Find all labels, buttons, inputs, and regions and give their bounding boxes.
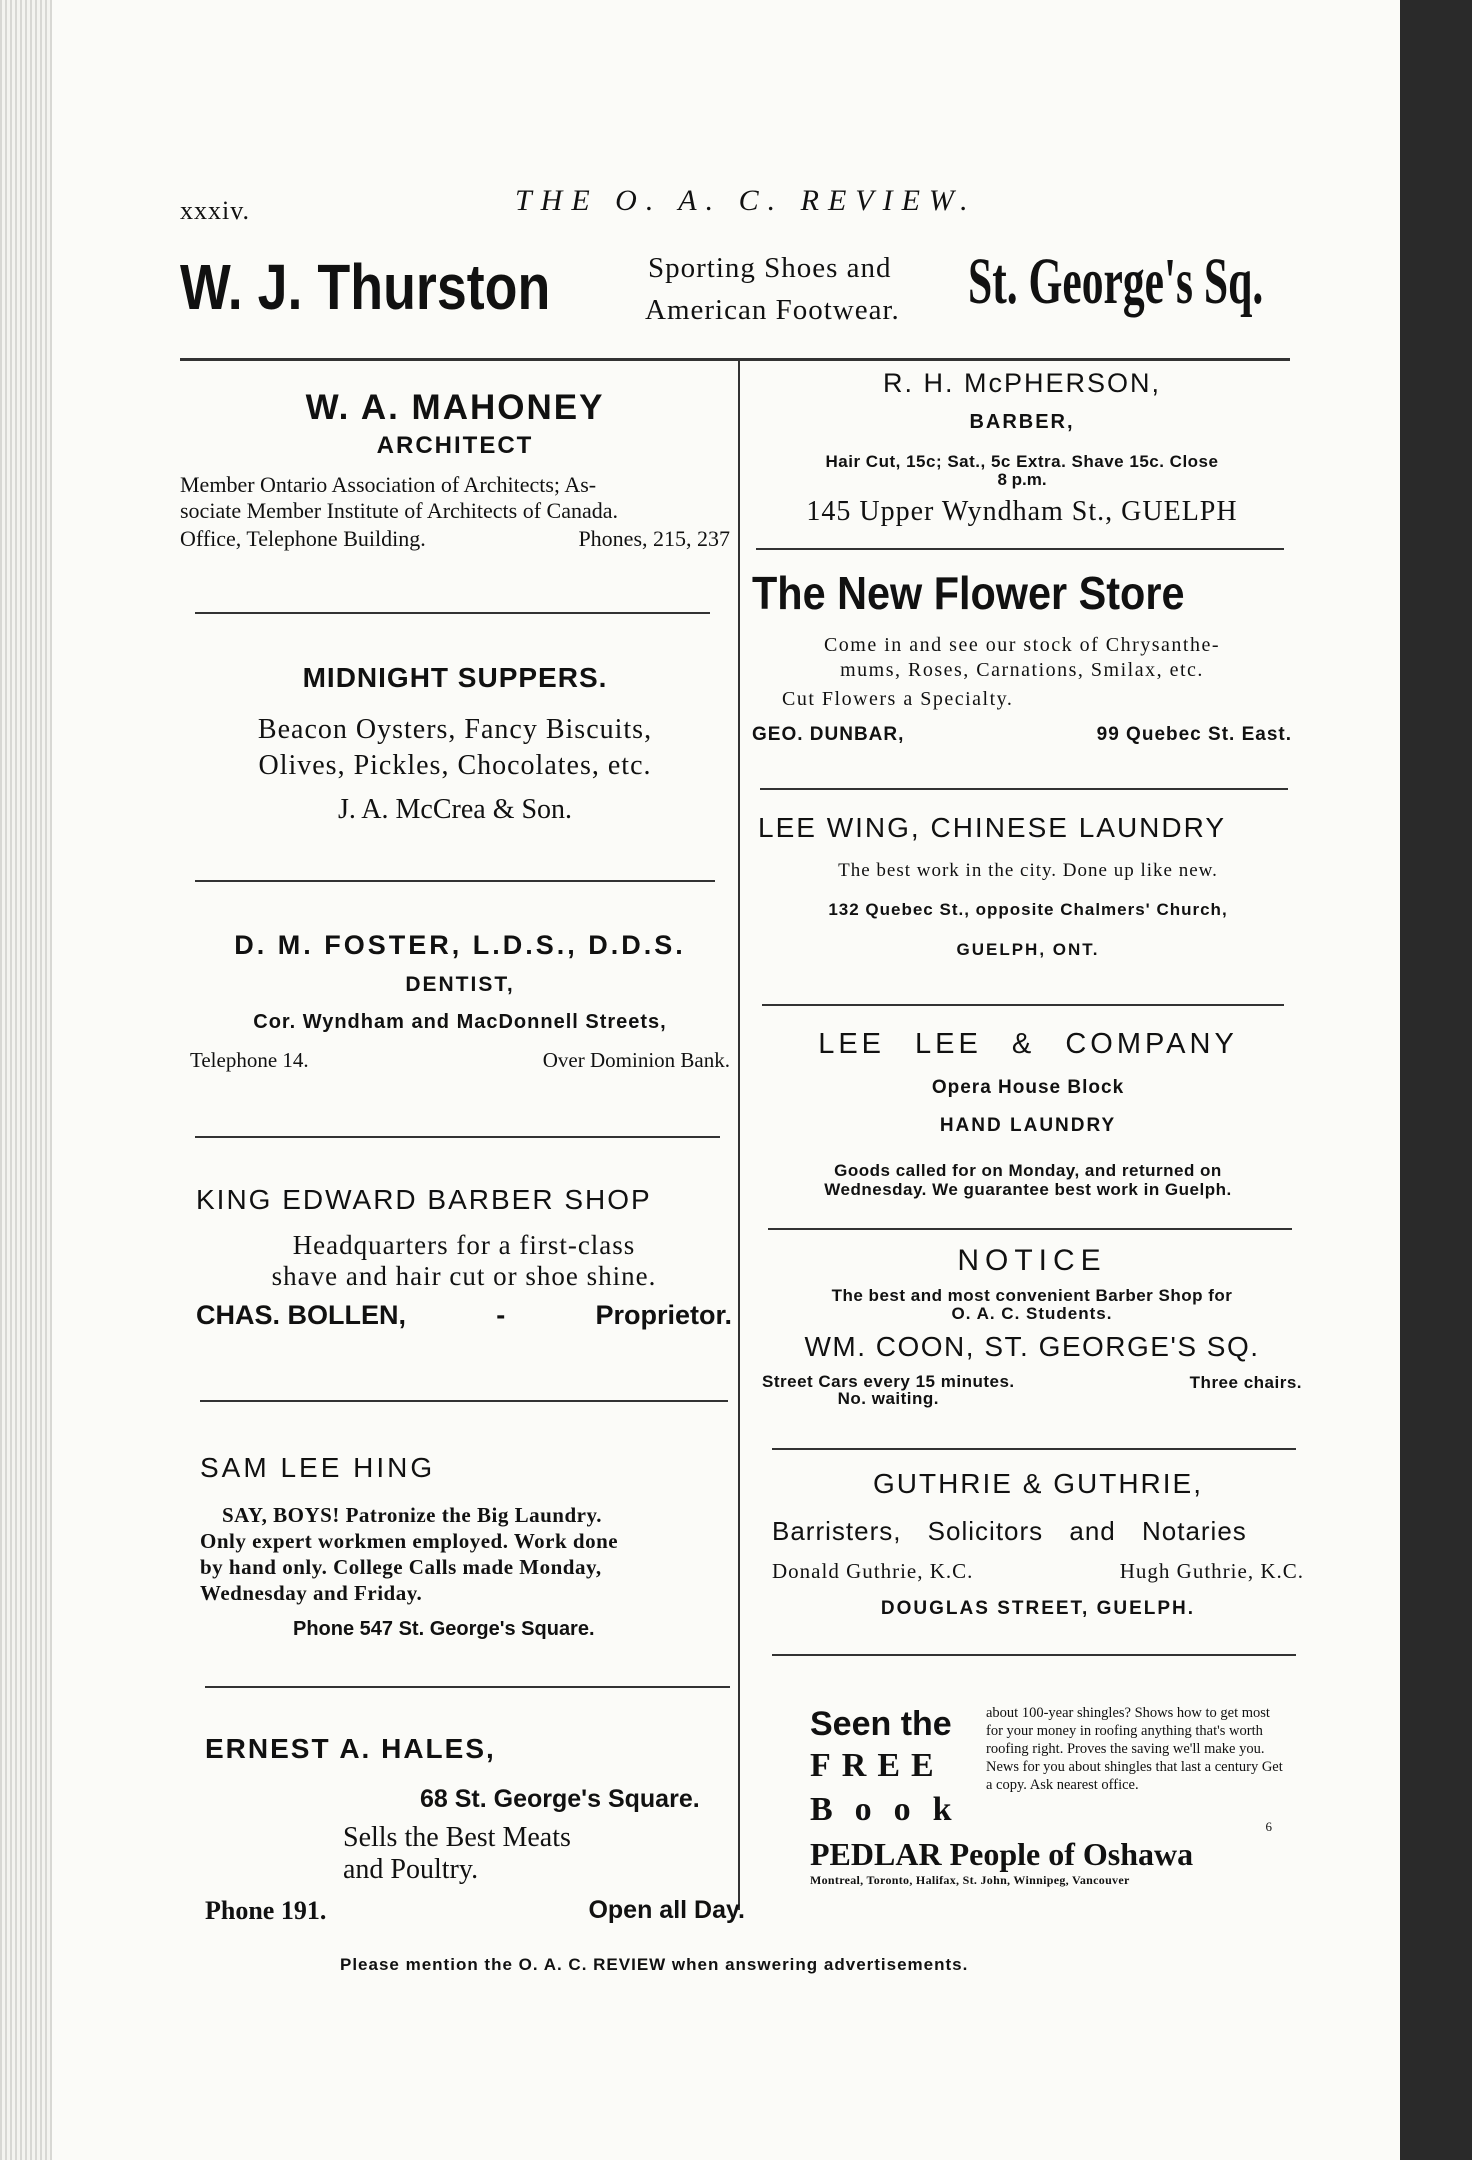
- mcpherson-line-1: Hair Cut, 15c; Sat., 5c Extra. Shave 15c. Close: [825, 452, 1219, 471]
- flower-address: 99 Quebec St. East.: [1096, 724, 1292, 745]
- column-divider: [738, 360, 740, 1910]
- leelee-line-1: Opera House Block: [931, 1077, 1125, 1098]
- samlee-line-1: SAY, BOYS! Patronize the Big Laundry.: [222, 1503, 603, 1527]
- mahoney-ad: [180, 388, 730, 554]
- mahoney-line-2: sociate Member Institute of Architects of Canada.: [180, 498, 619, 523]
- notice-ad: [762, 1244, 1302, 1407]
- leewing-line-2: 132 Quebec St., opposite Chalmers' Church,: [828, 900, 1228, 919]
- divider: [762, 1004, 1284, 1006]
- notice-chairs: Three chairs.: [1189, 1373, 1302, 1392]
- banner-location: St. George's Sq.: [968, 245, 1264, 318]
- flower-line-3: Cut Flowers a Specialty.: [782, 688, 1014, 710]
- leewing-line-3: GUELPH, ONT.: [956, 940, 1100, 959]
- banner-rule: [180, 358, 1290, 361]
- page-number: xxxiv.: [180, 196, 251, 225]
- samlee-phone: Phone 547 St. George's Square.: [293, 1618, 595, 1640]
- mahoney-phones: Phones, 215, 237: [578, 526, 730, 551]
- flower-title: The New Flower Store: [752, 567, 1185, 619]
- foster-address: Cor. Wyndham and MacDonnell Streets,: [253, 1011, 667, 1033]
- foster-telephone: Telephone 14.: [190, 1048, 309, 1072]
- pedlar-head-1: Seen the: [810, 1705, 952, 1743]
- notice-line-2: O. A. C. Students.: [951, 1304, 1113, 1323]
- banner-line-2: American Footwear.: [645, 294, 900, 326]
- samlee-line-3: by hand only. College Calls made Monday,: [200, 1555, 602, 1579]
- mcpherson-ad: [752, 368, 1292, 528]
- guthrie-partner-2: Hugh Guthrie, K.C.: [1119, 1559, 1304, 1583]
- mcpherson-title: BARBER,: [969, 411, 1075, 433]
- foster-ad: [190, 930, 730, 1073]
- kingedward-title: KING EDWARD BARBER SHOP: [196, 1184, 652, 1215]
- running-title: THE O. A. C. REVIEW.: [515, 184, 977, 217]
- samlee-line-4: Wednesday and Friday.: [200, 1581, 423, 1605]
- pedlar-body: about 100-year shingles? Shows how to get most for your money in roofing anything that's worth roofing right. Proves the saving we'll make you. News for you about shingles that last a century Get a copy. Ask nearest office.: [986, 1705, 1283, 1793]
- notice-line-1: The best and most convenient Barber Shop for: [831, 1286, 1233, 1305]
- samlee-title: SAM LEE HING: [200, 1452, 436, 1483]
- hales-line-2: and Poultry.: [343, 1854, 479, 1885]
- page-edge: [0, 0, 52, 2160]
- footer-note: Please mention the O. A. C. REVIEW when answering advertisements.: [340, 1955, 969, 1974]
- mahoney-title: ARCHITECT: [376, 432, 534, 459]
- guthrie-partner-1: Donald Guthrie, K.C.: [772, 1559, 974, 1583]
- mcpherson-name: R. H. McPHERSON,: [882, 368, 1162, 398]
- suppers-title: MIDNIGHT SUPPERS.: [302, 662, 608, 693]
- leelee-ad: [758, 1028, 1298, 1199]
- hales-hours: Open all Day.: [588, 1896, 745, 1924]
- samlee-line-2: Only expert workmen employed. Work done: [200, 1529, 619, 1553]
- notice-name: WM. COON, ST. GEORGE'S SQ.: [804, 1331, 1260, 1362]
- kingedward-line-2: shave and hair cut or shoe shine.: [271, 1261, 657, 1291]
- divider: [772, 1448, 1296, 1450]
- banner-name: W. J. Thurston: [180, 251, 551, 323]
- samlee-ad: [200, 1452, 740, 1641]
- guthrie-address: DOUGLAS STREET, GUELPH.: [880, 1598, 1196, 1619]
- guthrie-title: GUTHRIE & GUTHRIE,: [872, 1468, 1203, 1499]
- divider: [195, 1136, 720, 1138]
- leewing-ad: [758, 812, 1298, 960]
- divider: [195, 612, 710, 614]
- hales-line-1: Sells the Best Meats: [343, 1822, 571, 1853]
- pedlar-brand: PEDLAR People of Oshawa: [810, 1836, 1194, 1872]
- notice-line-3: Street Cars every 15 minutes.: [762, 1372, 1015, 1391]
- flower-ad: [752, 566, 1292, 746]
- pedlar-head-3: Book: [810, 1791, 974, 1828]
- notice-title: NOTICE: [957, 1244, 1107, 1277]
- notice-line-4: No. waiting.: [837, 1389, 939, 1408]
- divider: [195, 880, 715, 882]
- suppers-line-1: Beacon Oysters, Fancy Biscuits,: [257, 714, 653, 745]
- leelee-line-4: Wednesday. We guarantee best work in Guelph.: [824, 1180, 1232, 1199]
- flower-line-2: mums, Roses, Carnations, Smilax, etc.: [840, 659, 1204, 681]
- flower-owner: GEO. DUNBAR,: [752, 724, 905, 745]
- divider: [200, 1400, 728, 1402]
- mahoney-office: Office, Telephone Building.: [180, 526, 426, 551]
- foster-over: Over Dominion Bank.: [542, 1048, 730, 1072]
- leewing-line-1: The best work in the city. Done up like new.: [838, 860, 1218, 881]
- leelee-title: LEE LEE & COMPANY: [818, 1028, 1238, 1060]
- leelee-line-3: Goods called for on Monday, and returned on: [834, 1161, 1222, 1180]
- divider: [205, 1686, 730, 1688]
- foster-title: DENTIST,: [405, 973, 515, 996]
- guthrie-ad: [772, 1468, 1304, 1620]
- pedlar-ad: [810, 1704, 1286, 1888]
- kingedward-ad: [196, 1184, 732, 1331]
- mcpherson-line-2: 8 p.m.: [997, 470, 1047, 489]
- foster-name: D. M. FOSTER, L.D.S., D.D.S.: [234, 930, 686, 960]
- divider: [768, 1228, 1292, 1230]
- flower-line-1: Come in and see our stock of Chrysanthe-: [823, 634, 1221, 656]
- banner-line-1: Sporting Shoes and: [648, 252, 892, 284]
- divider: [756, 548, 1284, 550]
- suppers-line-2: Olives, Pickles, Chocolates, etc.: [258, 750, 652, 781]
- book-binding: [1400, 0, 1472, 2160]
- mahoney-name: W. A. MAHONEY: [305, 388, 605, 427]
- divider: [772, 1654, 1296, 1656]
- kingedward-owner: CHAS. BOLLEN,: [196, 1300, 407, 1330]
- divider: [760, 788, 1288, 790]
- mahoney-line-1: Member Ontario Association of Architects; As-: [180, 472, 597, 497]
- suppers-ad: [185, 662, 725, 826]
- hales-address: 68 St. George's Square.: [420, 1785, 700, 1813]
- leelee-line-2: HAND LAUNDRY: [939, 1115, 1117, 1136]
- pedlar-cities: Montreal, Toronto, Halifax, St. John, Winnipeg, Vancouver: [810, 1873, 1130, 1887]
- hales-phone: Phone 191.: [205, 1896, 327, 1925]
- kingedward-line-1: Headquarters for a first-class: [292, 1230, 636, 1260]
- hales-name: ERNEST A. HALES,: [205, 1733, 496, 1764]
- hales-ad: [205, 1733, 745, 1926]
- guthrie-line-1: Barristers, Solicitors and Notaries: [772, 1516, 1247, 1546]
- pedlar-head-2: FREE: [810, 1747, 945, 1784]
- leewing-title: LEE WING, CHINESE LAUNDRY: [758, 812, 1227, 843]
- mcpherson-address: 145 Upper Wyndham St., GUELPH: [806, 496, 1238, 527]
- suppers-firm: J. A. McCrea & Son.: [337, 794, 573, 825]
- pedlar-footnote: 6: [1265, 1819, 1272, 1834]
- kingedward-role: Proprietor.: [595, 1300, 732, 1330]
- kingedward-dash: -: [496, 1300, 506, 1330]
